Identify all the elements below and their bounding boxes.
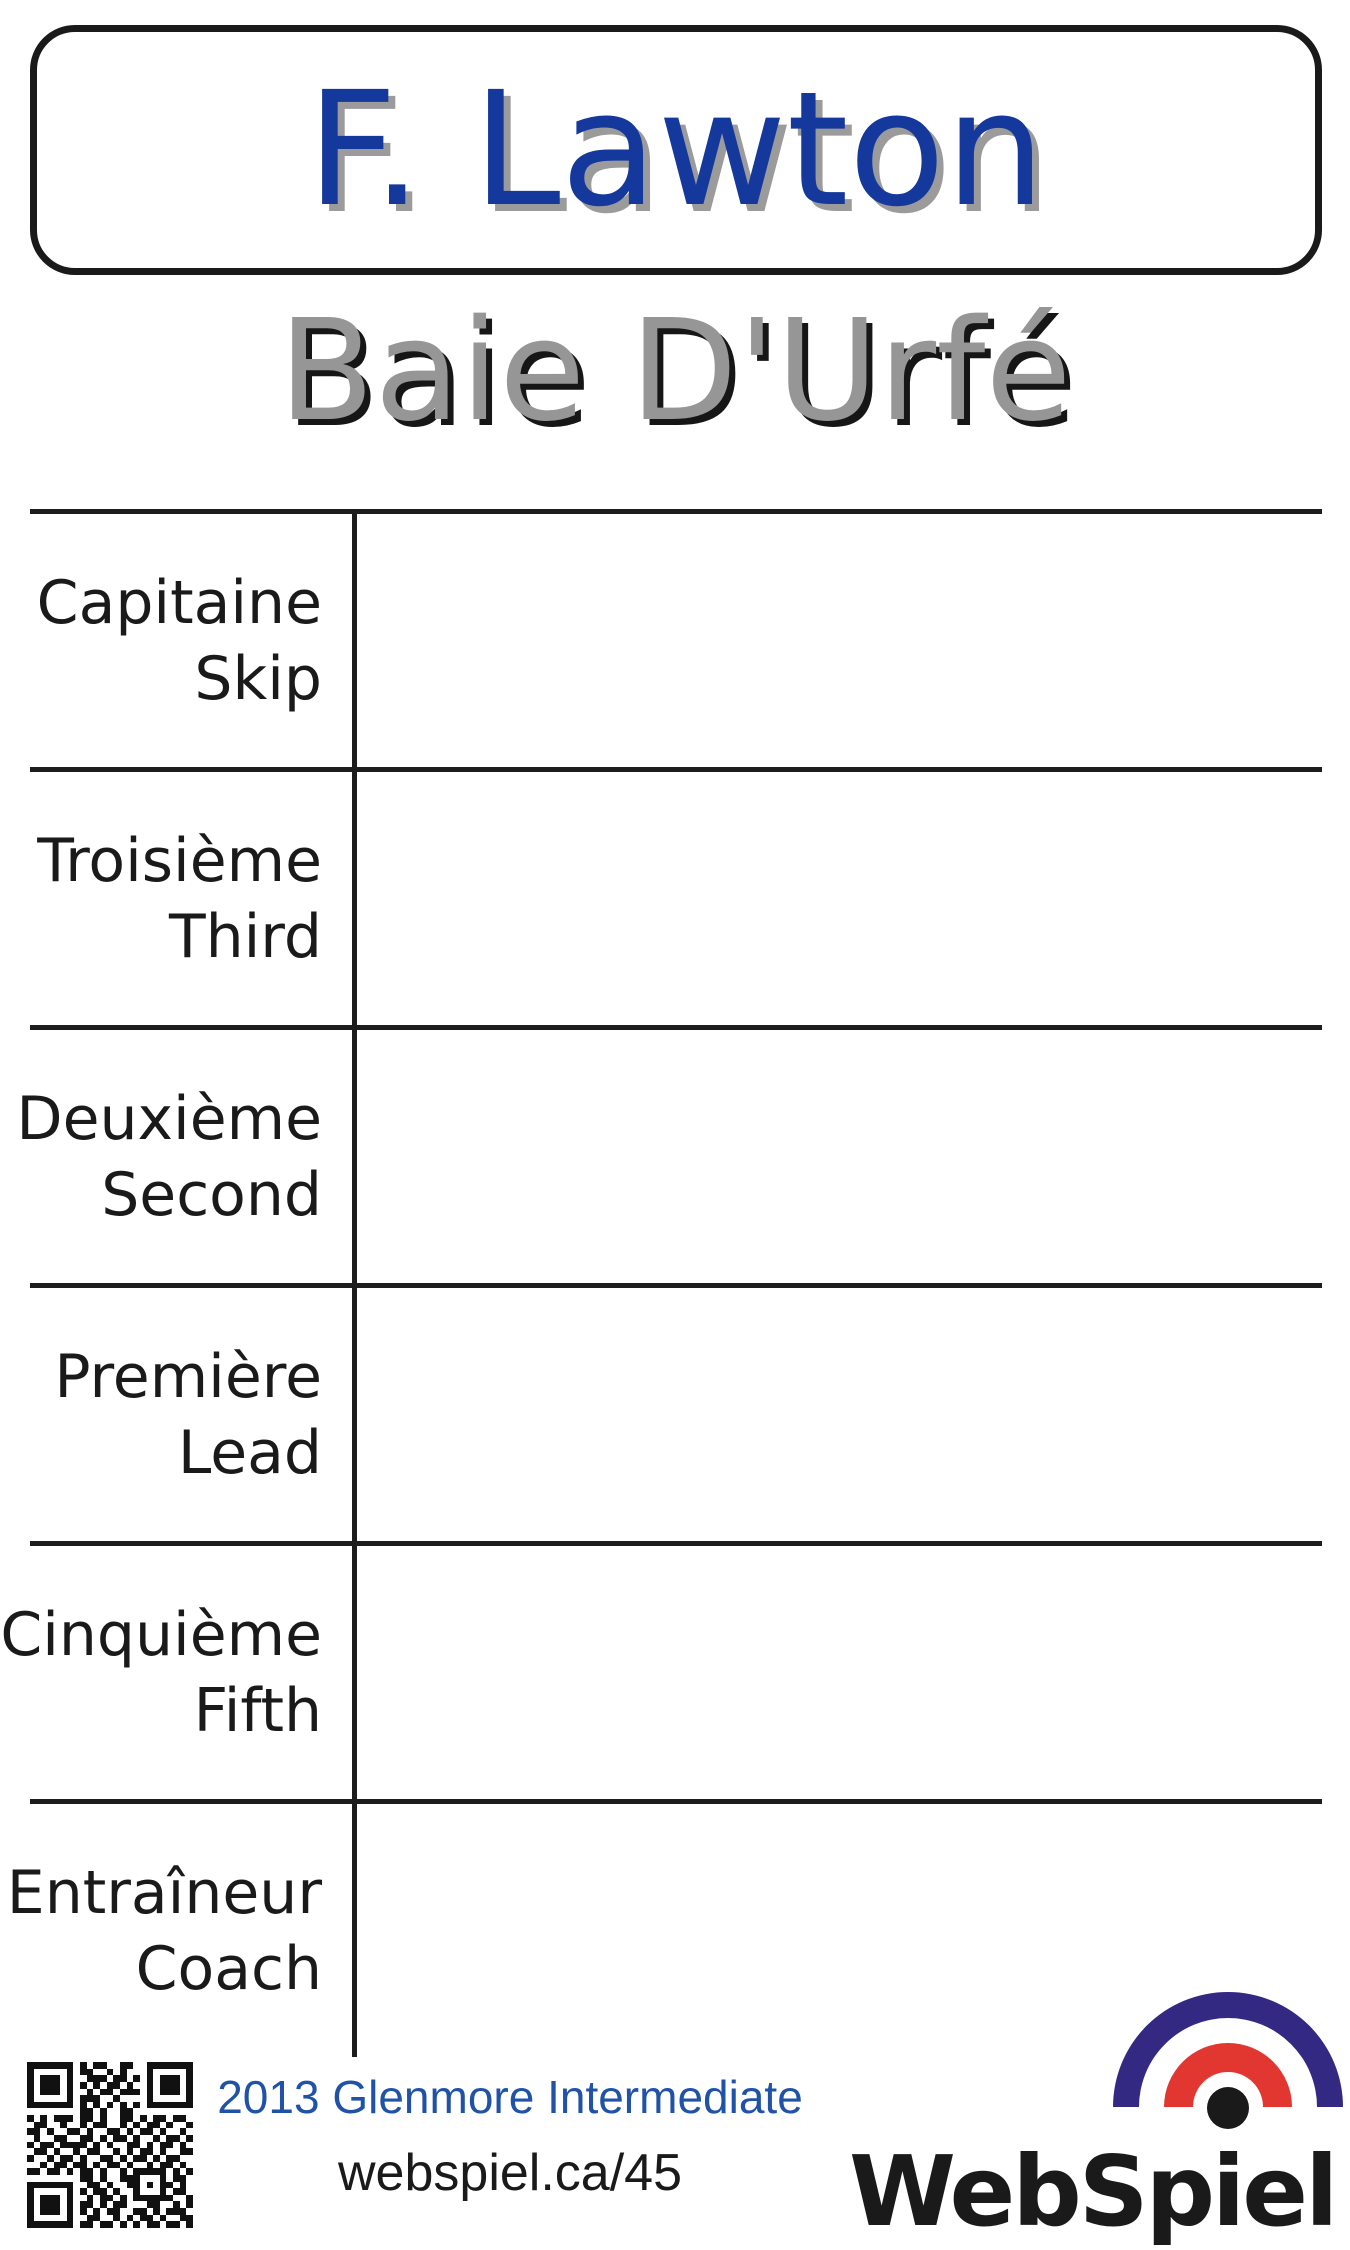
qr-code-icon [27,2062,193,2228]
position-label-fr: Troisième [37,825,322,896]
row-label-cell [30,1288,352,1541]
webspiel-wordmark: WebSpiel [849,2135,1336,2248]
position-label-en: Skip [194,643,322,714]
roster-row-fifth [0,1541,1322,1799]
webspiel-logo [845,1978,1345,2246]
roster-table [0,509,1322,2057]
curling-target-icon [1113,1992,1343,2107]
roster-row-second [16,1025,1322,1283]
row-label-cell [16,1030,352,1283]
column-divider-line [352,509,357,2057]
position-label-fr: Cinquième [0,1599,322,1670]
name-entry-cell [352,772,1322,1025]
position-label-fr: Première [54,1341,322,1412]
position-label-fr: Deuxième [16,1083,322,1154]
position-label-fr: Capitaine [36,567,322,638]
roster-row-lead [30,1283,1322,1541]
position-label-en: Third [168,901,322,972]
event-name: 2013 Glenmore Intermediate [217,2071,803,2123]
name-entry-cell [352,514,1322,767]
position-label-en: Coach [135,1933,322,2004]
roster-row-third [30,767,1322,1025]
footer-text-block [200,2072,820,2202]
position-label-fr: Entraîneur [6,1857,322,1928]
row-label-cell [6,1804,352,2057]
roster-row-skip [30,509,1322,767]
name-entry-cell [352,1030,1322,1283]
position-label-en: Lead [177,1417,322,1488]
name-entry-cell [352,1288,1322,1541]
event-url: webspiel.ca/45 [338,2143,682,2202]
row-label-cell [30,772,352,1025]
name-entry-cell [352,1546,1322,1799]
club-name: Baie D'Urfé [278,290,1072,453]
position-label-en: Second [101,1159,322,1230]
team-name-box [30,25,1322,275]
target-button-dot [1207,2087,1249,2129]
team-name: F. Lawton [306,58,1046,242]
row-label-cell [30,514,352,767]
position-label-en: Fifth [193,1675,322,1746]
row-label-cell [0,1546,352,1799]
